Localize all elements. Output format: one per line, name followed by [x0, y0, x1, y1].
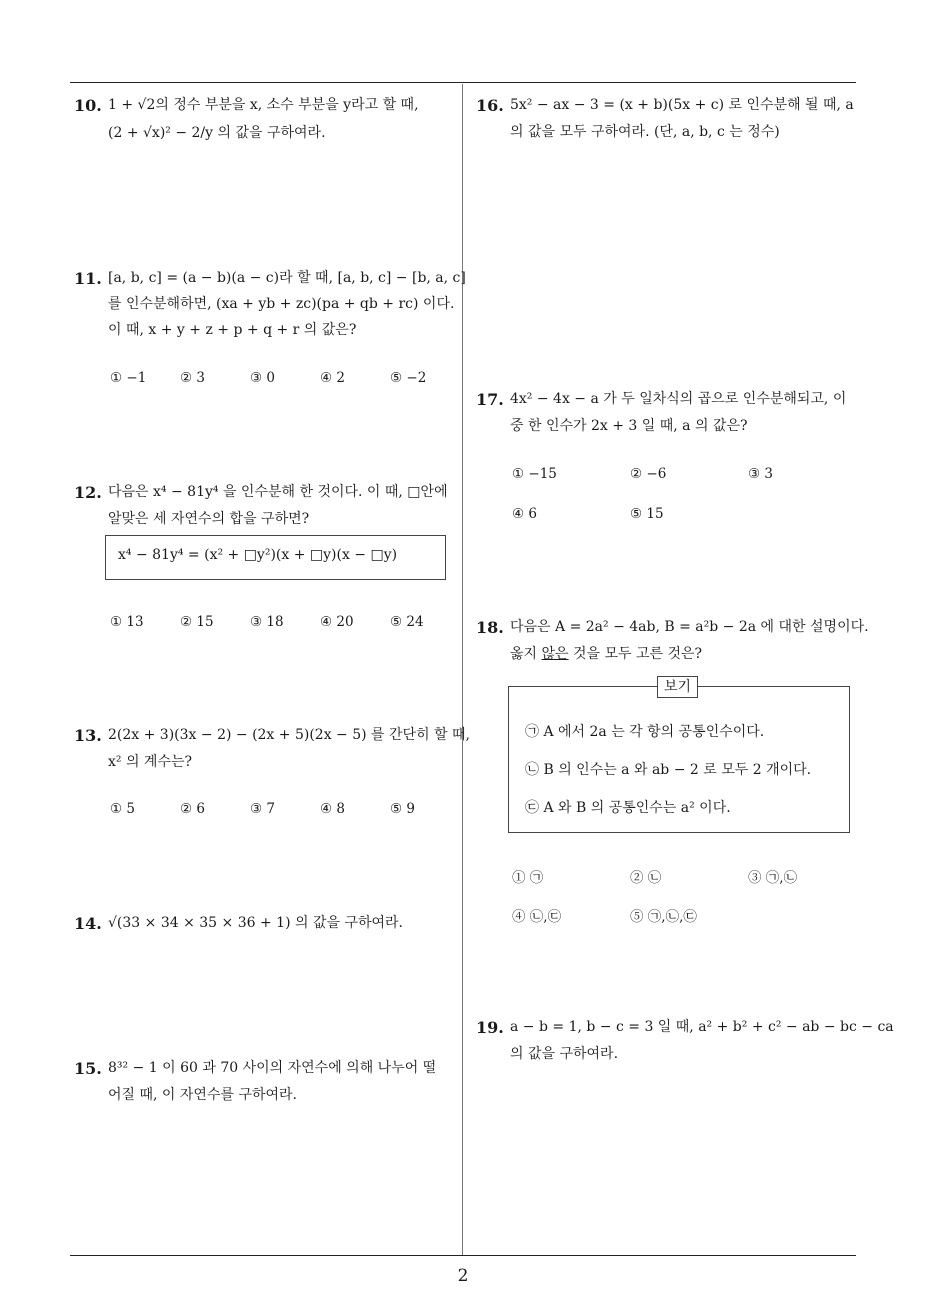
question-text: 의 값을 구하여라.: [510, 1046, 619, 1062]
question-text: 를 인수분해하면, (xa + yb + zc)(pa + qb + rc) 이다.: [108, 296, 455, 312]
choice-3[interactable]: ③ 0: [250, 370, 275, 386]
question-text: 이 때, x + y + z + p + q + r 의 값은?: [108, 322, 357, 338]
text-segment: 것을 모두 고른 것은?: [568, 646, 703, 662]
choice-4[interactable]: ④ 20: [320, 614, 354, 630]
question-text: 8³² − 1 이 60 과 70 사이의 자연수에 의해 나누어 떨: [108, 1060, 437, 1076]
formula-box: [105, 535, 446, 580]
bogi-item: ㉡ B 의 인수는 a 와 ab − 2 로 모두 2 개이다.: [525, 762, 812, 778]
question-text: 4x² − 4x − a 가 두 일차식의 곱으로 인수분해되고, 이: [510, 391, 847, 407]
question-number: 12.: [74, 483, 102, 502]
choice-3[interactable]: ③ ㉠,㉡: [748, 870, 798, 886]
choice-4[interactable]: ④ 6: [512, 506, 537, 522]
question-text: [a, b, c] = (a − b)(a − c)라 할 때, [a, b, c] − [b, a, c]: [108, 270, 466, 286]
choice-1[interactable]: ① −15: [512, 466, 557, 482]
question-text: 다음은 x⁴ − 81y⁴ 을 인수분해 한 것이다. 이 때, □안에: [108, 484, 448, 500]
choice-4[interactable]: ④ 2: [320, 370, 345, 386]
choice-2[interactable]: ② 15: [180, 614, 214, 630]
choice-5[interactable]: ⑤ 9: [390, 801, 415, 817]
question-number: 14.: [74, 914, 102, 933]
choice-5[interactable]: ⑤ −2: [390, 370, 427, 386]
column-divider: [462, 84, 463, 1256]
top-rule: [70, 82, 856, 83]
question-number: 17.: [476, 390, 504, 409]
question-text: 어질 때, 이 자연수를 구하여라.: [108, 1087, 297, 1103]
bogi-title: 보기: [657, 676, 698, 698]
question-text: 다음은 A = 2a² − 4ab, B = a²b − 2a 에 대한 설명이다.: [510, 619, 869, 635]
formula-text: x⁴ − 81y⁴ = (x² + □y²)(x + □y)(x − □y): [118, 547, 398, 563]
choice-3[interactable]: ③ 3: [748, 466, 773, 482]
choice-3[interactable]: ③ 18: [250, 614, 284, 630]
question-text: a − b = 1, b − c = 3 일 때, a² + b² + c² − ab − bc − ca: [510, 1019, 894, 1035]
question-number: 19.: [476, 1018, 504, 1037]
question-text: 의 값을 모두 구하여라. (단, a, b, c 는 정수): [510, 124, 780, 140]
choice-1[interactable]: ① −1: [110, 370, 147, 386]
question-text: (2 + √x)² − 2/y 의 값을 구하여라.: [108, 125, 326, 141]
bogi-item: ㉢ A 와 B 의 공통인수는 a² 이다.: [525, 800, 731, 816]
choice-1[interactable]: ① 13: [110, 614, 144, 630]
page-number: 2: [457, 1266, 469, 1286]
choice-3[interactable]: ③ 7: [250, 801, 275, 817]
underlined-word: 않은: [541, 646, 569, 662]
bottom-rule: [70, 1255, 856, 1256]
question-number: 18.: [476, 618, 504, 637]
question-text: 2(2x + 3)(3x − 2) − (2x + 5)(2x − 5) 를 간단히 할 때,: [108, 727, 470, 743]
choice-2[interactable]: ② ㉡: [630, 870, 662, 886]
choice-2[interactable]: ② −6: [630, 466, 667, 482]
question-number: 13.: [74, 726, 102, 745]
choice-5[interactable]: ⑤ 15: [630, 506, 664, 522]
text-segment: 옳지: [510, 646, 542, 662]
bogi-item: ㉠ A 에서 2a 는 각 항의 공통인수이다.: [525, 724, 765, 740]
question-text: x² 의 계수는?: [108, 754, 193, 770]
question-number: 16.: [476, 96, 504, 115]
choice-4[interactable]: ④ 8: [320, 801, 345, 817]
choice-2[interactable]: ② 6: [180, 801, 205, 817]
choice-5[interactable]: ⑤ ㉠,㉡,㉢: [630, 909, 697, 925]
question-text: 1 + √2의 정수 부분을 x, 소수 부분을 y라고 할 때,: [108, 97, 419, 113]
question-number: 15.: [74, 1059, 102, 1078]
choice-2[interactable]: ② 3: [180, 370, 205, 386]
choice-1[interactable]: ① ㉠: [512, 870, 544, 886]
question-text: 5x² − ax − 3 = (x + b)(5x + c) 로 인수분해 될 때, a: [510, 97, 854, 113]
question-text-line-2: [510, 641, 702, 668]
choice-5[interactable]: ⑤ 24: [390, 614, 424, 630]
bogi-box: [508, 679, 850, 833]
question-text: 알맞은 세 자연수의 합을 구하면?: [108, 511, 310, 527]
choice-1[interactable]: ① 5: [110, 801, 135, 817]
choice-4[interactable]: ④ ㉡,㉢: [512, 909, 562, 925]
question-number: 10.: [74, 96, 102, 115]
question-text: 중 한 인수가 2x + 3 일 때, a 의 값은?: [510, 418, 748, 434]
question-number: 11.: [74, 269, 102, 288]
question-text: √(33 × 34 × 35 × 36 + 1) 의 값을 구하여라.: [108, 915, 404, 931]
